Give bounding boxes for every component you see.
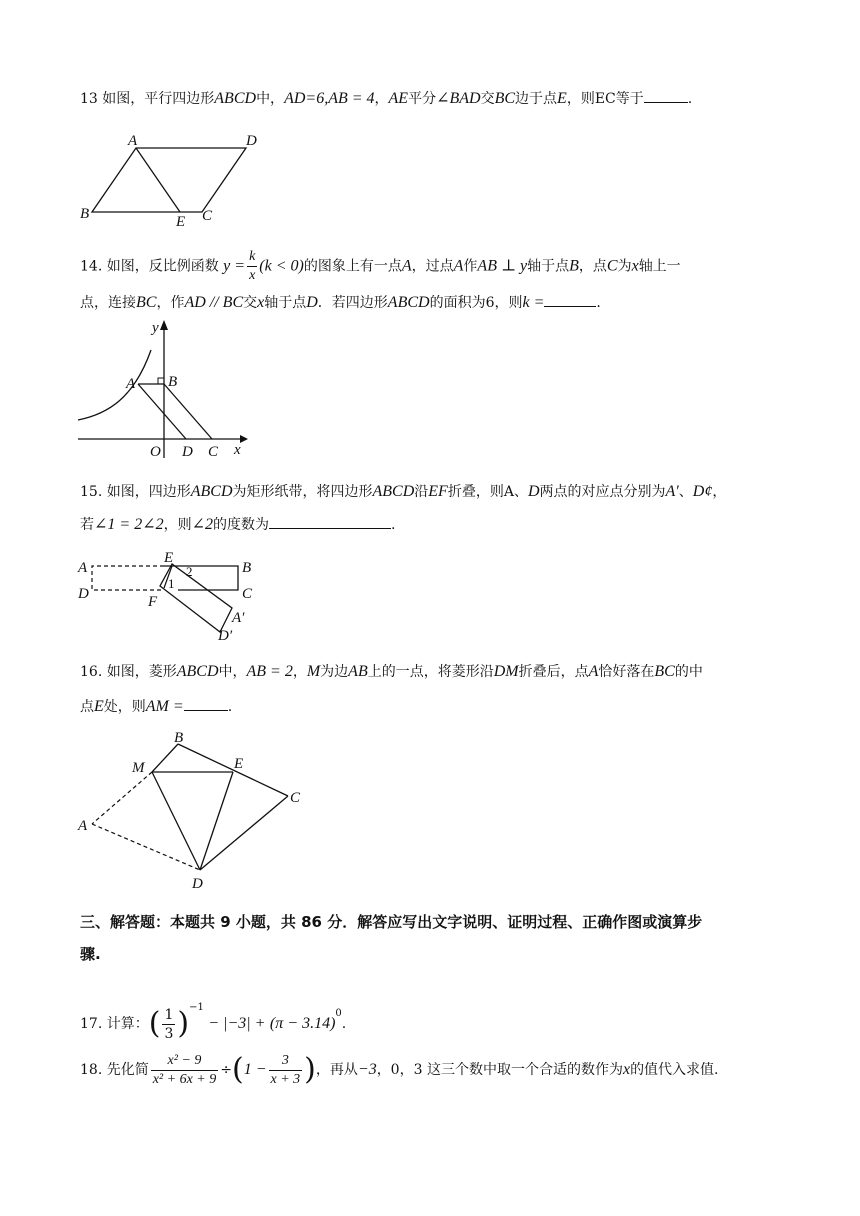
q16-label-M: M [132, 760, 145, 776]
q16-label-C: C [290, 790, 301, 806]
q13-answer-blank [644, 88, 688, 103]
q16-label-D: D [192, 876, 203, 892]
q16-label-E: E [234, 756, 244, 772]
q13-label-A: A [128, 133, 138, 149]
q15-line1: 15. 如图，四边形ABCD为矩形纸带，将四边形ABCD沿EF折叠，则A、D两点的对应点分别为A′、D¢， [80, 483, 727, 500]
q13-label-C: C [202, 208, 213, 224]
q15-folded-strip-figure [78, 548, 278, 648]
q13-line1: 13 如图，平行四边形ABCD中，AD=6,AB = 4，AE平分∠BAD交BC边于点E，则EC等于 . [80, 90, 693, 107]
q16-rhombus-figure [78, 726, 318, 896]
q14-label-O: O [150, 444, 161, 460]
q15-angle-1: 1 [168, 576, 175, 591]
q15-label-B: B [242, 560, 252, 576]
q13-number: 13 [80, 91, 98, 107]
q15-label-Dprime: D′ [218, 628, 233, 644]
q16-line2: 点E处，则AM = . [80, 698, 233, 715]
q17-line: 17. 计算：( $\frac{1}{3}$ )$^{-1} - |-3| + (\pi - 3.14)^0$. [80, 1002, 347, 1042]
q13-parallelogram-figure [78, 130, 278, 230]
q14-label-A: A [126, 376, 136, 392]
q16-line1: 16. 如图，菱形ABCD中，AB = 2，M为边AB上的一点，将菱形沿DM折叠后，点A恰好落在BC的中 [80, 663, 703, 680]
q15-answer-blank [269, 514, 391, 529]
q15-line2: 若∠1 = 2∠2，则∠2的度数为 . [80, 516, 396, 533]
q13-label-B: B [80, 206, 90, 222]
q14-label-C: C [208, 444, 219, 460]
q13-label-D: D [246, 133, 257, 149]
section-3-heading: 三、解答题：本题共 9 小题，共 86 分．解答应写出文字说明、证明过程、正确作图或演算步 [80, 913, 703, 931]
q14-label-B: B [168, 374, 178, 390]
q15-label-C: C [242, 586, 253, 602]
q14-function-figure [78, 318, 258, 463]
q14-label-D: D [182, 444, 193, 460]
q15-label-D: D [78, 586, 89, 602]
q14-answer-blank [544, 292, 596, 307]
section-3-heading-cont: 骤. [80, 945, 101, 963]
q14-label-x: x [234, 442, 241, 458]
q15-label-Aprime: A′ [232, 610, 245, 626]
q15-label-E: E [164, 550, 174, 566]
q13-label-E: E [176, 214, 186, 230]
q15-angle-2: 2 [186, 564, 193, 579]
q15-label-F: F [148, 594, 158, 610]
q18-line: 18. 先化简 $\frac{\text{x² − 9}}{\text{x² + 6x + 9}}$ ÷(1 − $\frac{3}{x + 3}$ )，再从−3，0，3 这三个数中取一个合适的数作为x的值代入求值. [80, 1052, 719, 1087]
q14-line1: 14. 如图，反比例函数 y = $\frac{k}{x}$ (k < 0)的图象上有一点A，过点A作AB ⊥ y轴于点B，点C为x轴上一 [80, 249, 681, 283]
q16-label-A: A [78, 818, 88, 834]
q14-label-y: y [152, 320, 159, 336]
q14-line2: 点，连接BC，作AD // BC交x轴于点D．若四边形ABCD的面积为6，则k = . [80, 294, 601, 311]
q15-label-A: A [78, 560, 88, 576]
q16-answer-blank [184, 696, 228, 711]
q16-label-B: B [174, 730, 184, 746]
